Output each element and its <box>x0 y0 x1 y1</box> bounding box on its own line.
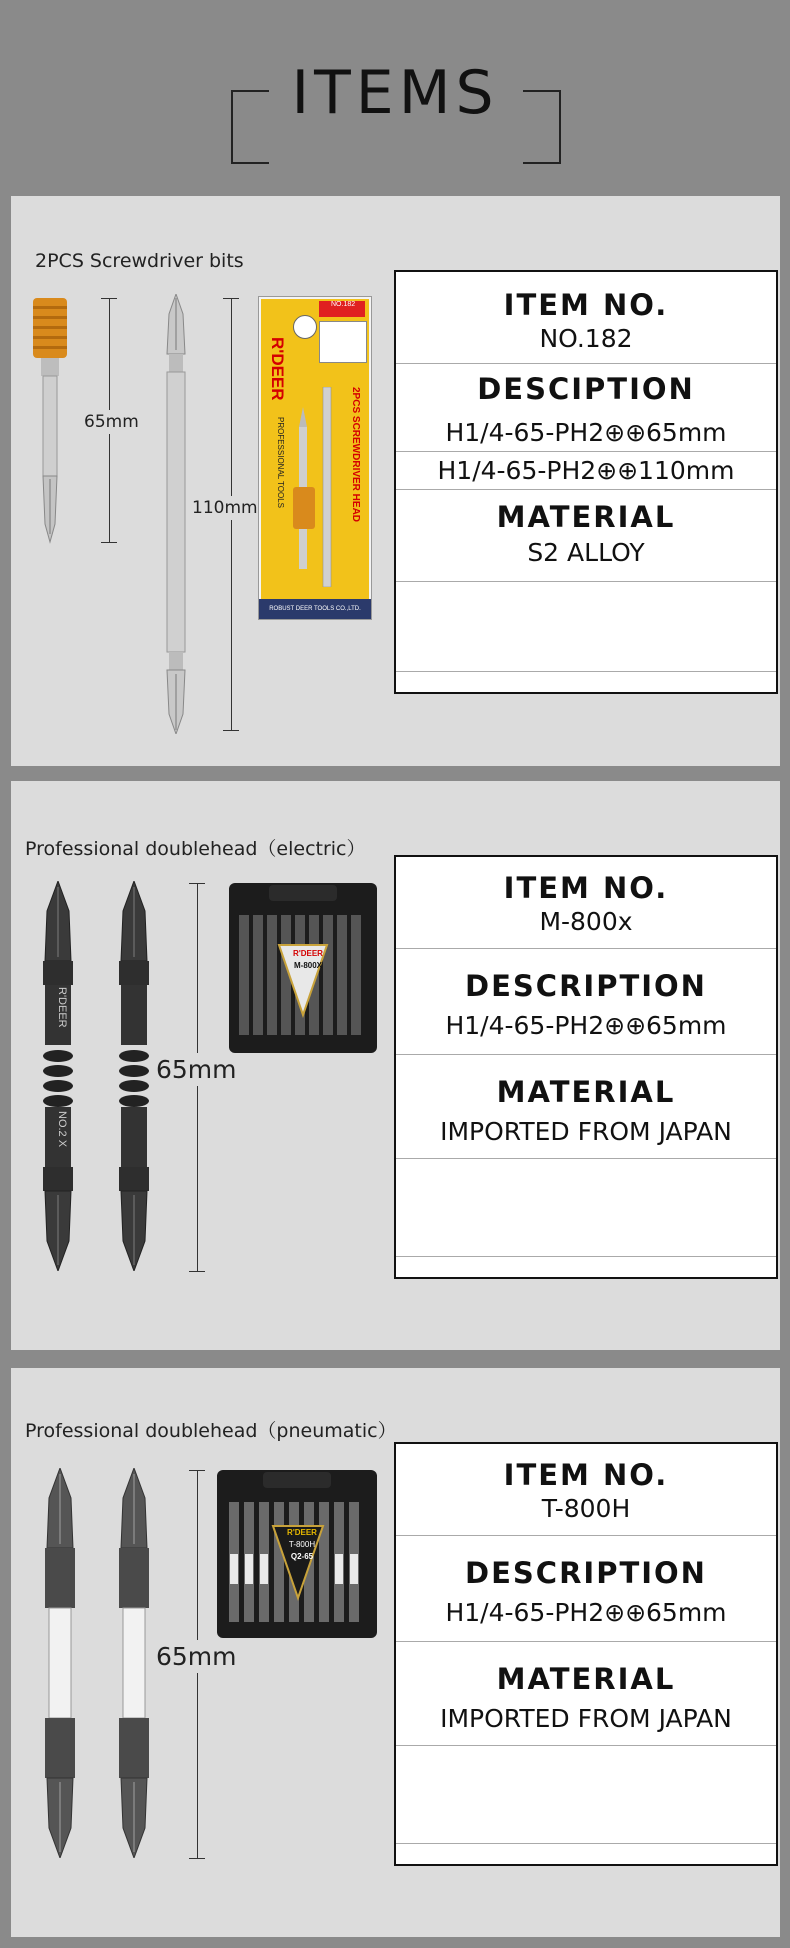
hang-hole-icon <box>293 315 317 339</box>
description-label: DESCRIPTION <box>465 1556 707 1590</box>
material-value: S2 ALLOY <box>527 538 645 567</box>
spec-table-m800x <box>394 855 778 1279</box>
item-no-value: NO.182 <box>539 324 633 353</box>
item-no-label: ITEM NO. <box>503 288 669 322</box>
description-value-65mm: H1/4-65-PH2⊕⊕65mm <box>445 1598 727 1627</box>
section-caption: Professional doublehead（pneumatic） <box>25 1420 397 1442</box>
material-value: IMPORTED FROM JAPAN <box>440 1117 732 1146</box>
dim-label-65mm: 65mm <box>84 412 139 432</box>
spec-table-182 <box>394 270 778 694</box>
section-caption: 2PCS Screwdriver bits <box>35 250 244 272</box>
description-value-65mm: H1/4-65-PH2⊕⊕65mm <box>445 1011 727 1040</box>
package-product-name: 2PCS SCREWDRIVER HEAD <box>350 387 361 523</box>
product-package-182 <box>258 296 372 620</box>
package-model: NO.182 <box>331 301 356 308</box>
item-no-value: M-800x <box>539 907 633 936</box>
long-screwdriver-bit-image <box>161 294 191 734</box>
bit-engraving-brand: R'DEER <box>56 987 68 1028</box>
product-panel-m800x <box>11 781 780 1350</box>
dim-label-65mm: 65mm <box>156 1055 237 1084</box>
dim-label-65mm: 65mm <box>156 1642 237 1671</box>
product-panel-t800h <box>11 1368 780 1937</box>
description-label: DESCIPTION <box>477 372 695 406</box>
black-doublehead-bit-image-2 <box>111 881 157 1271</box>
short-screwdriver-bit-image <box>29 294 71 544</box>
empty-row <box>396 1159 776 1257</box>
description-value-110mm: H1/4-65-PH2⊕⊕110mm <box>437 456 735 485</box>
package-model: M-800X <box>293 961 322 970</box>
empty-row <box>396 1746 776 1844</box>
spec-table-t800h <box>394 1442 778 1866</box>
section-caption: Professional doublehead（electric） <box>25 838 366 860</box>
page-title: ITEMS <box>291 58 499 128</box>
bit-engraving-model: NO.2 X <box>56 1111 68 1148</box>
package-subtitle: PROFESSIONAL TOOLS <box>276 417 285 508</box>
material-label: MATERIAL <box>496 1075 676 1109</box>
material-value: IMPORTED FROM JAPAN <box>440 1704 732 1733</box>
package-brand: R'DEER <box>287 1528 317 1537</box>
black-doublehead-bit-image-1 <box>35 881 81 1271</box>
package-spec: Q2-65 <box>290 1552 314 1561</box>
gray-doublehead-bit-image-1 <box>39 1468 81 1858</box>
description-label: DESCRIPTION <box>465 969 707 1003</box>
package-brand: R'DEER <box>293 949 323 958</box>
package-brand: R'DEER <box>268 337 287 401</box>
product-package-m800x <box>229 883 377 1053</box>
item-no-label: ITEM NO. <box>503 1458 669 1492</box>
material-label: MATERIAL <box>496 1662 676 1696</box>
description-value-65mm: H1/4-65-PH2⊕⊕65mm <box>445 418 727 447</box>
item-no-value: T-800H <box>541 1494 631 1523</box>
gray-doublehead-bit-image-2 <box>113 1468 155 1858</box>
product-panel-182 <box>11 196 780 766</box>
item-no-label: ITEM NO. <box>503 871 669 905</box>
material-label: MATERIAL <box>496 500 676 534</box>
package-model: T-800H <box>288 1540 316 1549</box>
package-footer: ROBUST DEER TOOLS CO.,LTD. <box>259 599 371 619</box>
page-header <box>0 0 790 196</box>
empty-row <box>396 582 776 672</box>
product-package-t800h <box>217 1470 377 1638</box>
dim-label-110mm: 110mm <box>192 498 258 518</box>
